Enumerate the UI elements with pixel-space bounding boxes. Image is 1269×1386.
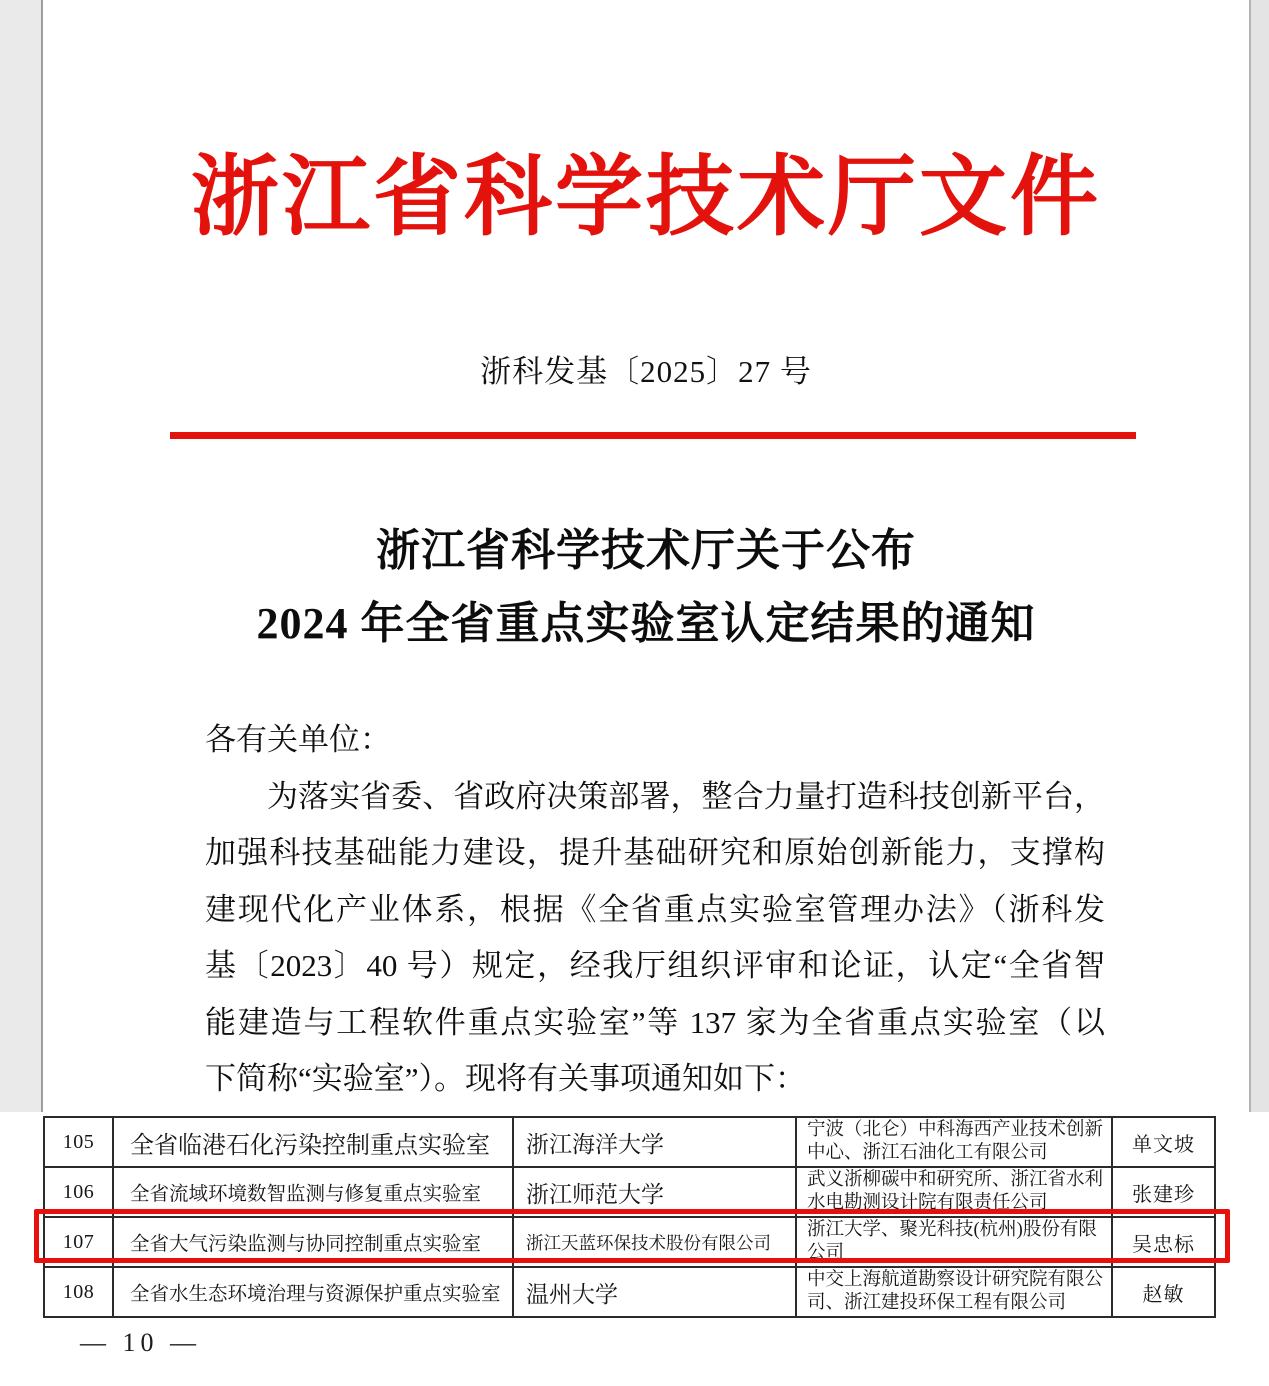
body-line: 建现代化产业体系，根据《全省重点实验室管理办法》（浙科发 bbox=[205, 891, 1105, 927]
notice-title bbox=[43, 521, 1249, 654]
host-institution-cell: 温州大学 bbox=[513, 1267, 796, 1317]
doc-number: 浙科发基〔2025〕27 号 bbox=[480, 354, 812, 389]
page-number: — 10 — bbox=[80, 1328, 201, 1357]
host-institution-cell: 浙江海洋大学 bbox=[513, 1117, 796, 1167]
page-left-margin bbox=[0, 0, 43, 1112]
results-table bbox=[43, 1116, 1216, 1318]
row-number-cell: 107 bbox=[44, 1217, 113, 1267]
director-cell: 单文坡 bbox=[1112, 1117, 1215, 1167]
body-line: 加强科技基础能力建设，提升基础研究和原始创新能力，支撑构 bbox=[205, 835, 1105, 870]
table-row bbox=[44, 1167, 1215, 1217]
body-line: 能建造与工程软件重点实验室”等 137 家为全省重点实验室（以 bbox=[205, 1004, 1105, 1040]
director-cell: 张建珍 bbox=[1112, 1167, 1215, 1217]
partner-institutions-cell: 中交上海航道勘察设计研究院有限公司、浙江建投环保工程有限公司 bbox=[796, 1267, 1112, 1317]
director-cell: 赵敏 bbox=[1112, 1267, 1215, 1317]
table-row bbox=[44, 1267, 1215, 1317]
partner-institutions-cell: 武义浙柳碳中和研究所、浙江省水利水电勘测设计院有限责任公司 bbox=[796, 1167, 1112, 1217]
table-row-highlighted bbox=[44, 1217, 1215, 1267]
partner-institutions-cell: 浙江大学、聚光科技(杭州)股份有限公司 bbox=[796, 1217, 1112, 1267]
lab-name-cell: 全省流域环境数智监测与修复重点实验室 bbox=[113, 1167, 513, 1217]
body-line: 各有关单位： bbox=[205, 722, 391, 757]
notice-title-line2: 2024 年全省重点实验室认定结果的通知 bbox=[256, 599, 1036, 648]
results-table-body bbox=[44, 1117, 1215, 1317]
lab-name-cell: 全省大气污染监测与协同控制重点实验室 bbox=[113, 1217, 513, 1267]
row-number-cell: 108 bbox=[44, 1267, 113, 1317]
header-divider-rule bbox=[170, 432, 1136, 439]
host-institution-cell: 浙江天蓝环保技术股份有限公司 bbox=[513, 1217, 796, 1267]
notice-title-line1: 浙江省科学技术厅关于公布 bbox=[376, 526, 916, 575]
body-line: 下简称“实验室”）。现将有关事项通知如下： bbox=[205, 1061, 807, 1096]
lab-name-cell: 全省水生态环境治理与资源保护重点实验室 bbox=[113, 1267, 513, 1317]
row-number-cell: 106 bbox=[44, 1167, 113, 1217]
director-cell: 吴忠标 bbox=[1112, 1217, 1215, 1267]
body-line: 为落实省委、省政府决策部署，整合力量打造科技创新平台， bbox=[267, 778, 1105, 814]
table-row bbox=[44, 1117, 1215, 1167]
agency-header-title: 浙江省科学技术厅文件 bbox=[190, 150, 1101, 247]
lab-name-cell: 全省临港石化污染控制重点实验室 bbox=[113, 1117, 513, 1167]
body-text bbox=[205, 712, 1105, 1108]
host-institution-cell: 浙江师范大学 bbox=[513, 1167, 796, 1217]
row-number-cell: 105 bbox=[44, 1117, 113, 1167]
page-right-margin bbox=[1249, 0, 1269, 1112]
body-line: 基〔2023〕40 号）规定，经我厅组织评审和论证，认定“全省智 bbox=[205, 948, 1105, 983]
partner-institutions-cell: 宁波（北仑）中科海西产业技术创新中心、浙江石油化工有限公司 bbox=[796, 1117, 1112, 1167]
